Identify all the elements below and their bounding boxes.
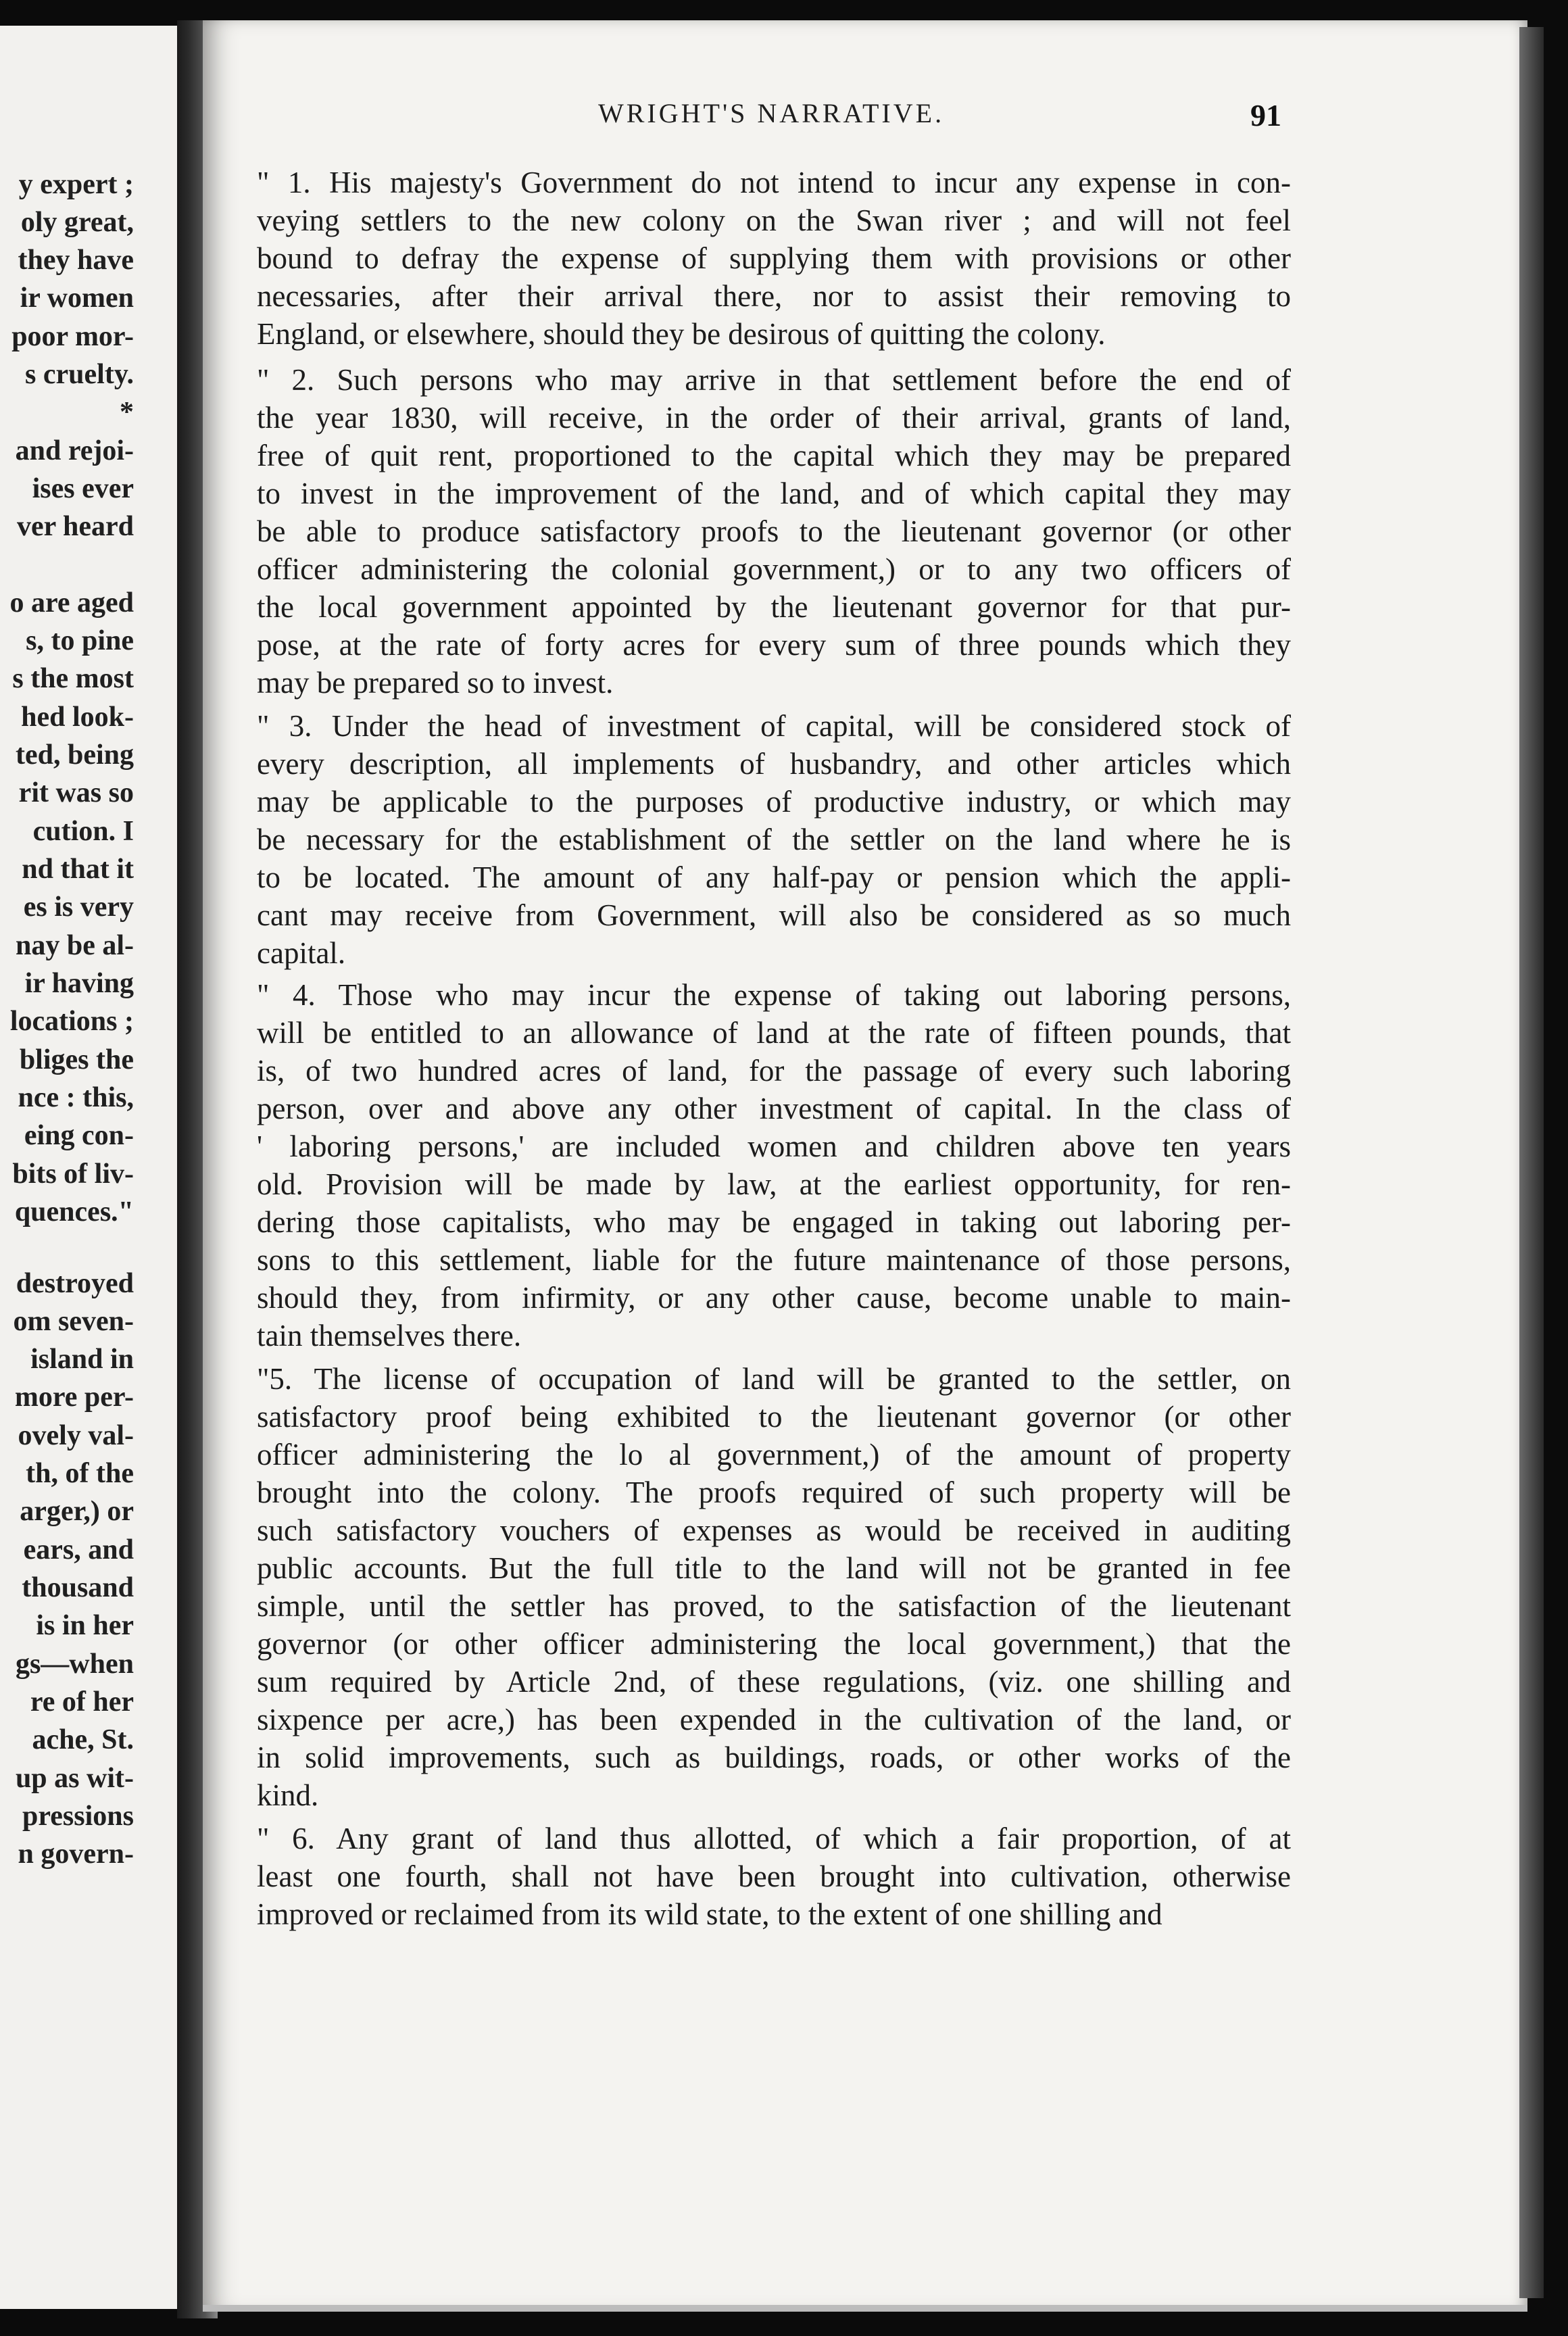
body-line: pose, at the rate of forty acres for every sum of three pounds which they <box>257 628 1291 662</box>
body-line: may be applicable to the purposes of productive industry, or which may <box>257 785 1291 819</box>
body-line: improved or reclaimed from its wild state, to the extent of one shilling and <box>257 1897 1162 1931</box>
page-number: 91 <box>1250 98 1281 132</box>
facing-page-line: locations ; <box>9 1006 134 1037</box>
body-line: the local government appointed by the lieutenant governor for that pur- <box>257 590 1291 624</box>
page-bottom-edge <box>203 2305 1527 2312</box>
body-line: person, over and above any other investment of capital. In the class of <box>257 1092 1291 1125</box>
facing-page-line: nay be al- <box>15 930 134 961</box>
body-line: governor (or other officer administering the local government,) that the <box>257 1627 1291 1661</box>
facing-page-line: ver heard <box>16 511 134 542</box>
running-head: WRIGHT'S NARRATIVE. <box>598 98 945 128</box>
body-line: such satisfactory vouchers of expenses as would be received in auditing <box>257 1513 1291 1547</box>
body-line: sixpence per acre,) has been expended in the cultivation of the land, or <box>257 1703 1291 1736</box>
body-line: "5. The license of occupation of land will be granted to the settler, on <box>257 1362 1291 1396</box>
body-line: free of quit rent, proportioned to the capital which they may be prepared <box>257 439 1291 472</box>
facing-page-line: bliges the <box>19 1044 134 1075</box>
body-line: " 2. Such persons who may arrive in that settlement before the end of <box>257 363 1291 397</box>
facing-page-line: is in her <box>36 1610 134 1641</box>
body-line: is, of two hundred acres of land, for the passage of every such laboring <box>257 1054 1291 1088</box>
facing-page-line: ises ever <box>32 473 134 504</box>
body-line: kind. <box>257 1778 319 1812</box>
facing-page-line: ted, being <box>15 739 134 771</box>
facing-page-line: thousand <box>22 1572 134 1603</box>
facing-page-line: ears, and <box>23 1534 134 1565</box>
facing-page-line: oly great, <box>20 207 134 238</box>
body-line: may be prepared so to invest. <box>257 666 614 700</box>
facing-page-line: s, to pine <box>26 625 134 656</box>
body-line: should they, from infirmity, or any other cause, become unable to main- <box>257 1281 1291 1315</box>
body-line: will be entitled to an allowance of land at the rate of fifteen pounds, that <box>257 1016 1291 1050</box>
body-line: the year 1830, will receive, in the order of their arrival, grants of land, <box>257 401 1291 435</box>
facing-page-line: es is very <box>23 892 134 923</box>
body-line: " 6. Any grant of land thus allotted, of which a fair proportion, of at <box>257 1822 1291 1855</box>
body-line: sons to this settlement, liable for the future maintenance of those persons, <box>257 1243 1291 1277</box>
facing-page-line: ovely val- <box>18 1420 134 1451</box>
body-line: simple, until the settler has proved, to the satisfaction of the lieutenant <box>257 1589 1291 1623</box>
body-line: satisfactory proof being exhibited to the lieutenant governor (or other <box>257 1400 1291 1434</box>
facing-page-line: n govern- <box>18 1839 134 1870</box>
facing-page-line: destroyed <box>16 1268 134 1299</box>
facing-page-line: hed look- <box>21 702 134 733</box>
body-line: cant may receive from Government, will also be considered as so much <box>257 898 1291 932</box>
body-line: " 1. His majesty's Government do not intend to incur any expense in con- <box>257 166 1291 199</box>
body-line: officer administering the lo al government,) of the amount of property <box>257 1438 1291 1471</box>
body-line: sum required by Article 2nd, of these regulations, (viz. one shilling and <box>257 1665 1291 1699</box>
facing-page-line: nce : this, <box>18 1082 134 1113</box>
body-line: dering those capitalists, who may be engaged in taking out laboring per- <box>257 1205 1291 1239</box>
body-line: old. Provision will be made by law, at the earliest opportunity, for ren- <box>257 1167 1291 1201</box>
facing-page-line: quences." <box>14 1196 134 1227</box>
body-line: public accounts. But the full title to the land will not be granted in fee <box>257 1551 1291 1585</box>
body-line: be able to produce satisfactory proofs to the lieutenant governor (or other <box>257 514 1291 548</box>
facing-page-line: o are aged <box>9 587 134 618</box>
body-line: to invest in the improvement of the land, and of which capital they may <box>257 477 1291 510</box>
facing-page-line: pressions <box>22 1801 134 1832</box>
body-line: ' laboring persons,' are included women and children above ten years <box>257 1129 1291 1163</box>
facing-page-line: and rejoi- <box>15 435 134 466</box>
facing-page-line: poor mor- <box>11 321 134 352</box>
facing-page-line: ir women <box>20 283 134 314</box>
body-line: officer administering the colonial government,) or to any two officers of <box>257 552 1291 586</box>
facing-page-line: y expert ; <box>18 169 134 200</box>
facing-page-line: up as wit- <box>15 1763 134 1794</box>
body-line: " 4. Those who may incur the expense of taking out laboring persons, <box>257 978 1291 1012</box>
facing-page-line: gs—when <box>15 1649 134 1680</box>
facing-page-line: arger,) or <box>20 1496 134 1527</box>
body-line: every description, all implements of husbandry, and other articles which <box>257 747 1291 781</box>
body-line: necessaries, after their arrival there, nor to assist their removing to <box>257 279 1291 313</box>
facing-page-line: eing con- <box>24 1120 134 1151</box>
facing-page-line: s cruelty. <box>25 359 134 390</box>
body-line: be necessary for the establishment of the settler on the land where he is <box>257 823 1291 856</box>
facing-page-line: ir having <box>24 968 134 999</box>
facing-page-line: they have <box>18 245 134 276</box>
facing-page-line: s the most <box>12 663 134 694</box>
body-line: bound to defray the expense of supplying them with provisions or other <box>257 241 1291 275</box>
facing-page-line: rit was so <box>18 777 134 808</box>
body-line: tain themselves there. <box>257 1319 522 1353</box>
facing-page-line: bits of liv- <box>12 1159 134 1190</box>
facing-page-line: om seven- <box>13 1306 134 1337</box>
body-line: in solid improvements, such as buildings, roads, or other works of the <box>257 1741 1291 1774</box>
body-line: to be located. The amount of any half-pay or pension which the appli- <box>257 860 1291 894</box>
facing-page-line: * <box>120 397 134 428</box>
facing-page-line: re of her <box>30 1686 134 1718</box>
facing-page-line: ache, St. <box>32 1724 134 1755</box>
body-line: England, or elsewhere, should they be desirous of quitting the colony. <box>257 317 1106 351</box>
facing-page-line: th, of the <box>26 1458 134 1489</box>
body-line: least one fourth, shall not have been brought into cultivation, otherwise <box>257 1859 1291 1893</box>
body-line: veying settlers to the new colony on the Swan river ; and will not feel <box>257 203 1291 237</box>
facing-page-line: nd that it <box>22 854 134 885</box>
body-line: brought into the colony. The proofs required of such property will be <box>257 1476 1291 1509</box>
body-line: capital. <box>257 936 346 970</box>
body-line: " 3. Under the head of investment of capital, will be considered stock of <box>257 709 1291 743</box>
facing-page-line: island in <box>30 1344 134 1375</box>
facing-page-line: cution. I <box>32 816 134 847</box>
facing-page-line: more per- <box>14 1382 134 1413</box>
